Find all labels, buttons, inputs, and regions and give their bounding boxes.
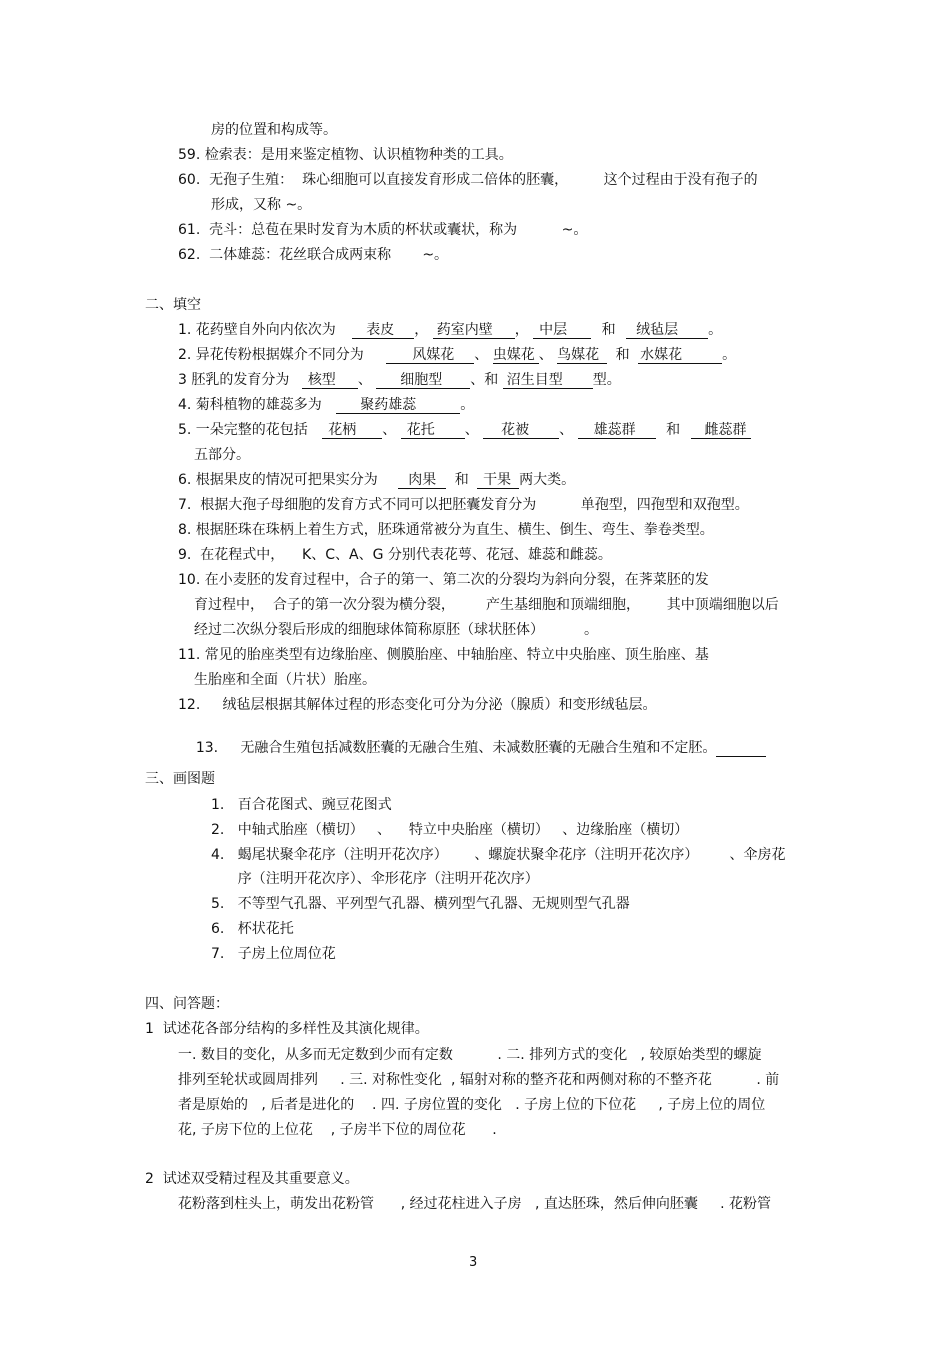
answer-blank: 鸟媒花 bbox=[557, 347, 607, 364]
answer-blank: 虫媒花 bbox=[493, 347, 539, 364]
answer-blank: 沼生目型 bbox=[503, 372, 593, 389]
draw-item: 5. 不等型气孔器、平列型气孔器、横列型气孔器、无规则型气孔器 bbox=[211, 896, 630, 912]
qa-answer-line: 一. 数目的变化，从多而无定数到少而有定数 . 二. 排列方式的变化 , 较原始类型的螺旋 bbox=[178, 1047, 762, 1063]
fill-question-4: 4. 菊科植物的雄蕊多为 聚药雄蕊 。 bbox=[178, 397, 475, 413]
draw-item: 2. 中轴式胎座（横切） 、 特立中央胎座（横切） 、边缘胎座（横切） bbox=[211, 822, 689, 838]
glossary-item-61: 61. 壳斗：总苞在果时发育为木质的杯状或囊状，称为 ~。 bbox=[178, 222, 588, 238]
answer-blank: 花托 bbox=[401, 422, 465, 439]
qa-answer-line: 花, 子房下位的上位花 , 子房半下位的周位花 . bbox=[178, 1122, 497, 1138]
fill-question-3: 3 胚乳的发育分为 核型 、 细胞型 、和 沼生目型 型。 bbox=[178, 372, 621, 388]
draw-item: 7. 子房上位周位花 bbox=[211, 946, 336, 962]
fill-question-9: 9. 在花程式中， K、C、A、G 分别代表花萼、花冠、雄蕊和雌蕊。 bbox=[178, 547, 612, 563]
answer-blank: 风媒花 bbox=[386, 347, 474, 364]
answer-blank: 核型 bbox=[302, 372, 358, 389]
qa-answer-line: 花粉落到柱头上，萌发出花粉管 , 经过花柱进入子房 , 直达胚珠，然后伸向胚囊 . 花粉管 bbox=[178, 1196, 772, 1212]
fill-question-1: 1. 花药壁自外向内依次为 表皮 ， 药室内壁 ， 中层 和 绒毡层 。 bbox=[178, 322, 723, 338]
fill-question-7: 7. 根据大孢子母细胞的发育方式不同可以把胚囊发育分为 单孢型，四孢型和双孢型。 bbox=[178, 497, 749, 513]
qa-question-1: 1 试述花各部分结构的多样性及其演化规律。 bbox=[145, 1021, 429, 1037]
fill-question-8: 8. 根据胚珠在珠柄上着生方式，胚珠通常被分为直生、横生、倒生、弯生、拳卷类型。 bbox=[178, 522, 714, 538]
fill-question-10-cont: 育过程中， 合子的第一次分裂为横分裂， 产生基细胞和顶端细胞， 其中顶端细胞以后 bbox=[194, 597, 779, 613]
fill-question-5: 5. 一朵完整的花包括 花柄 、 花托 、 花被 、 雄蕊群 和 雌蕊群 bbox=[178, 421, 751, 439]
answer-blank bbox=[716, 741, 766, 757]
answer-blank: 雄蕊群 bbox=[578, 422, 656, 439]
fill-question-11: 11. 常见的胎座类型有边缘胎座、侧膜胎座、中轴胎座、特立中央胎座、顶生胎座、基 bbox=[178, 647, 709, 663]
page-number: 3 bbox=[469, 1255, 478, 1270]
answer-blank: 表皮 bbox=[352, 322, 414, 339]
glossary-item-60: 60. 无孢子生殖： 珠心细胞可以直接发育形成二倍体的胚囊， 这个过程由于没有孢子的 bbox=[178, 172, 758, 188]
glossary-item-62: 62. 二体雄蕊：花丝联合成两束称 ~。 bbox=[178, 247, 449, 263]
fill-question-2: 2. 异花传粉根据媒介不同分为 风媒花 、 虫媒花 、 鸟媒花 和 水媒花 。 bbox=[178, 347, 737, 363]
section-heading-qa: 四、问答题： bbox=[145, 996, 229, 1012]
draw-item: 4. 蝎尾状聚伞花序（注明开花次序） 、螺旋状聚伞花序（注明开花次序） 、伞房花 bbox=[211, 847, 786, 863]
glossary-line: 房的位置和构成等。 bbox=[211, 122, 337, 138]
answer-blank: 中层 bbox=[533, 322, 591, 339]
fill-question-12: 12. 绒毡层根据其解体过程的形态变化可分为分泌（腺质）和变形绒毡层。 bbox=[178, 697, 657, 713]
draw-item: 6. 杯状花托 bbox=[211, 921, 294, 937]
answer-blank: 干果 bbox=[477, 472, 519, 489]
qa-question-2: 2 试述双受精过程及其重要意义。 bbox=[145, 1171, 359, 1187]
answer-blank: 肉果 bbox=[398, 472, 446, 489]
answer-blank: 绒毡层 bbox=[626, 322, 708, 339]
answer-blank: 细胞型 bbox=[376, 372, 470, 389]
fill-question-10: 10. 在小麦胚的发育过程中，合子的第一、第二次的分裂均为斜向分裂，在荠菜胚的发 bbox=[178, 572, 709, 588]
fill-question-5-cont: 五部分。 bbox=[194, 447, 250, 463]
answer-blank: 花柄 bbox=[322, 422, 382, 439]
answer-blank: 药室内壁 bbox=[433, 322, 515, 339]
answer-blank: 水媒花 bbox=[638, 347, 722, 364]
fill-question-6: 6. 根据果皮的情况可把果实分为 肉果 和 干果 两大类。 bbox=[178, 472, 576, 488]
section-heading-fill: 二、填空 bbox=[145, 297, 201, 313]
answer-blank: 花被 bbox=[483, 422, 559, 439]
qa-answer-line: 排列至轮状或圆周排列 . 三. 对称性变化 , 辐射对称的整齐花和两侧对称的不整齐花 . 前 bbox=[178, 1072, 780, 1088]
answer-blank: 聚药雄蕊 bbox=[336, 397, 460, 414]
glossary-item-59: 59. 检索表：是用来鉴定植物、认识植物种类的工具。 bbox=[178, 147, 513, 163]
draw-item-cont: 序（注明开花次序）、伞形花序（注明开花次序） bbox=[211, 871, 539, 887]
fill-question-11-cont: 生胎座和全面（片状）胎座。 bbox=[194, 672, 376, 688]
fill-question-10-cont2: 经过二次纵分裂后形成的细胞球体简称原胚（球状胚体） 。 bbox=[194, 622, 599, 638]
glossary-item-60-cont: 形成，又称 ~。 bbox=[211, 197, 312, 213]
qa-answer-line: 者是原始的 , 后者是进化的 . 四. 子房位置的变化 . 子房上位的下位花 , 子房上位的周位 bbox=[178, 1097, 766, 1113]
section-heading-draw: 三、画图题 bbox=[145, 771, 215, 787]
fill-question-13: 13. 无融合生殖包括减数胚囊的无融合生殖、未减数胚囊的无融合生殖和不定胚。 bbox=[178, 721, 766, 775]
answer-blank: 雌蕊群 bbox=[691, 422, 751, 439]
draw-item: 1. 百合花图式、豌豆花图式 bbox=[211, 797, 392, 813]
